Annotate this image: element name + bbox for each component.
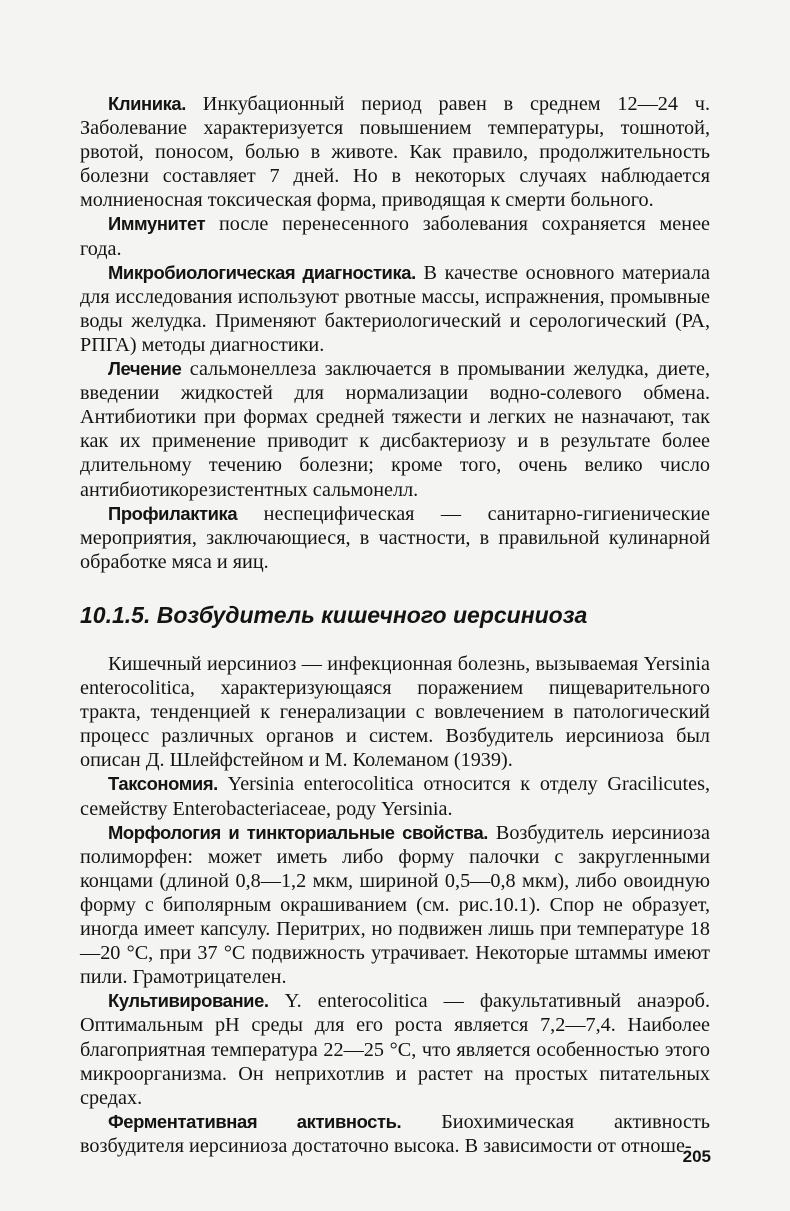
paragraph-text: сальмонеллеза заключается в промывании желудка, диете, введении жидкостей для нормализации водно-солевого обмена. Антибиотики при формах средней тяжести и легких не назначают, так как их применение приводит к дисбактериозу и в результате более длительному течению болезни; кроме того, очень велико число антибиотикорезистентных сальмонелл.: [80, 358, 710, 501]
run-in-heading: Морфология и тинкториальные свойства.: [108, 821, 488, 843]
paragraph-cultivation: [80, 989, 710, 1109]
run-in-heading: Таксономия.: [108, 773, 218, 795]
run-in-heading: Микробиологическая диагностика.: [108, 261, 416, 283]
paragraph-text: Y. enterocolitica — факультативный анаэроб. Оптимальным pH среды для его роста является 7,2—7,4. Наиболее благоприятная температура 22—25 °С, что является особенностью этого микроорганизма. Он неприхотлив и растет на простых питательных средах.: [80, 990, 710, 1109]
paragraph-immunity: [80, 212, 710, 260]
paragraph-clinic: [80, 92, 710, 212]
page-number: 205: [682, 1147, 711, 1166]
paragraph-text: Биохимическая активность возбудителя иерсиниоза достаточно высока. В зависимости от отноше-: [80, 1110, 710, 1157]
paragraph-intro: [80, 652, 710, 772]
top-text-block: [80, 92, 710, 574]
run-in-heading: Ферментативная активность.: [108, 1110, 402, 1132]
paragraph-enzymes: [80, 1110, 710, 1158]
run-in-heading: Лечение: [108, 358, 182, 380]
paragraph-treatment: [80, 357, 710, 502]
paragraph-text: неспецифическая — санитарно-гигиенические мероприятия, заключающиеся, в частности, в правильной кулинарной обработке мяса и яиц.: [80, 502, 710, 573]
paragraph-text: Yersinia enterocolitica относится к отделу Gracilicutes, семейству Enterobacteriaceae, роду Yersinia.: [80, 773, 710, 820]
paragraph-text: Кишечный иерсиниоз — инфекционная болезнь, вызываемая Yersinia enterocolitica, характеризующаяся поражением пищеварительного тракта, тенденцией к генерализации с вовлечением в патологический процесс различных органов и систем. Возбудитель иерсиниоза был описан Д. Шлейфстейном и М. Колеманом (1939).: [80, 653, 710, 772]
paragraph-text: Инкубационный период равен в среднем 12—24 ч. Заболевание характеризуется повышением температуры, тошнотой, рвотой, поносом, болью в животе. Как правило, продолжительность болезни составляет 7 дней. Но в некоторых случаях наблюдается молниеносная токсическая форма, приводящая к смерти больного.: [80, 93, 710, 212]
paragraph-text: В качестве основного материала для исследования используют рвотные массы, испражнения, промывные воды желудка. Применяют бактериологический и серологический (РА, РПГА) методы диагностики.: [80, 261, 710, 356]
paragraph-text: Возбудитель иерсиниоза полиморфен: может иметь либо форму палочки с закругленными концами (длиной 0,8—1,2 мкм, шириной 0,5—0,8 мкм), либо овоидную форму с биполярным окрашиванием (см. рис.10.1). Спор не образует, иногда имеет капсулу. Перитрих, но подвижен лишь при температуре 18—20 °С, при 37 °С подвижность утрачивает. Некоторые штаммы имеют пили. Грамотрицателен.: [80, 821, 710, 989]
paragraph-prevention: [80, 502, 710, 574]
run-in-heading: Клиника.: [108, 93, 186, 114]
paragraph-text: после перенесенного заболевания сохраняется менее года.: [80, 213, 710, 260]
paragraph-diagnostics: [80, 261, 710, 357]
paragraph-morphology: [80, 821, 710, 990]
run-in-heading: Профилактика: [108, 502, 238, 524]
section-heading: 10.1.5. Возбудитель кишечного иерсиниоза: [80, 602, 588, 628]
run-in-heading: Культивирование.: [108, 990, 269, 1012]
paragraph-taxonomy: [80, 772, 710, 820]
section-text-block: [80, 652, 710, 1158]
run-in-heading: Иммунитет: [108, 213, 206, 235]
